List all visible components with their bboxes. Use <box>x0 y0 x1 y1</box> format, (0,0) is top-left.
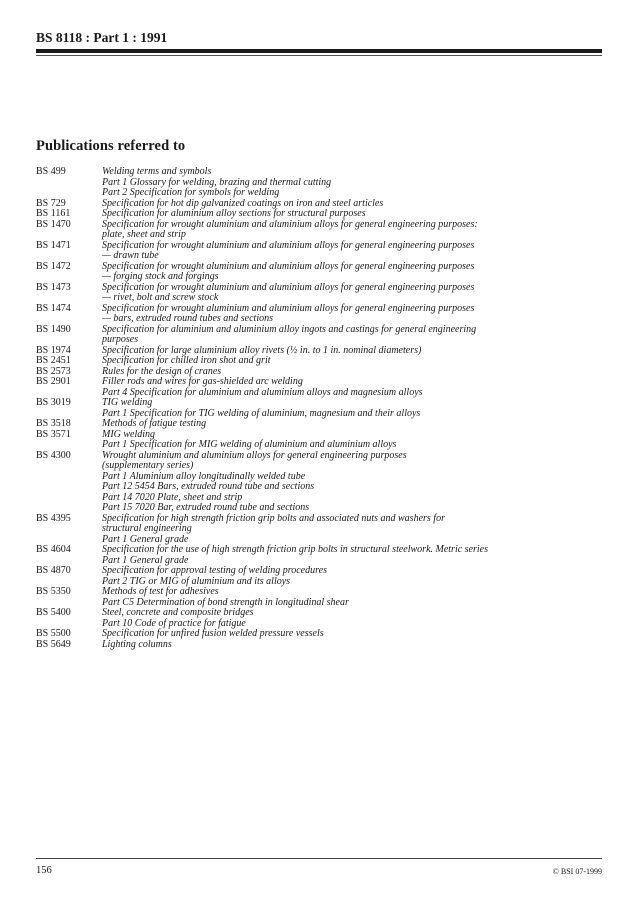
reference-title <box>102 419 602 430</box>
reference-code: BS 4395 <box>36 512 71 524</box>
reference-entry <box>36 377 602 398</box>
reference-line: Specification for large aluminium alloy rivets (½ in. to 1 in. nominal diameters) <box>102 344 422 356</box>
reference-line: Specification for hot dip galvanized coatings on iron and steel articles <box>102 197 384 209</box>
reference-line: MIG welding <box>102 428 156 440</box>
reference-entry <box>36 209 602 220</box>
reference-code: BS 1974 <box>36 344 71 356</box>
reference-line: Specification for wrought aluminium and aluminium alloys for general engineering purposes <box>102 260 475 272</box>
reference-title <box>102 167 602 199</box>
reference-code: BS 1472 <box>36 260 71 272</box>
reference-line: Part 1 Glossary for welding, brazing and thermal cutting <box>102 176 332 188</box>
reference-entry <box>36 587 602 608</box>
reference-code: BS 1471 <box>36 239 71 251</box>
reference-line: — drawn tube <box>102 250 159 261</box>
reference-title <box>102 398 602 419</box>
reference-entry <box>36 220 602 241</box>
reference-title <box>102 220 602 241</box>
reference-entry <box>36 325 602 346</box>
reference-line: — bars, extruded round tubes and sections <box>102 313 274 324</box>
reference-line: Filler rods and wires for gas-shielded arc welding <box>102 376 303 387</box>
reference-title <box>102 545 602 566</box>
reference-title <box>102 608 602 629</box>
reference-entry <box>36 430 602 451</box>
reference-line: Specification for aluminium and aluminium alloy ingots and castings for general engineering <box>102 323 477 335</box>
reference-line: Part 14 7020 Plate, sheet and strip <box>102 491 243 503</box>
reference-line: Specification for the use of high strength friction grip bolts in structural steelwork. Metric series <box>102 544 488 555</box>
header-rule-thin <box>36 55 602 56</box>
reference-line: Specification for wrought aluminium and aluminium alloys for general engineering purposes <box>102 281 475 293</box>
reference-line: Part 10 Code of practice for fatigue <box>102 617 246 629</box>
reference-entry <box>36 241 602 262</box>
reference-entry <box>36 545 602 566</box>
reference-line: Part 1 Specification for MIG welding of aluminium and aluminium alloys <box>102 439 397 450</box>
footer-rule <box>36 858 602 859</box>
reference-code: BS 1473 <box>36 281 71 293</box>
reference-line: Methods of fatigue testing <box>102 418 207 429</box>
reference-code: BS 4300 <box>36 449 71 461</box>
reference-entry <box>36 283 602 304</box>
reference-line: Part 12 5454 Bars, extruded round tube and sections <box>102 481 315 492</box>
reference-code: BS 1474 <box>36 302 71 314</box>
reference-entry <box>36 640 602 651</box>
references-list <box>36 167 602 650</box>
reference-line: Specification for wrought aluminium and aluminium alloys for general engineering purposes: <box>102 218 478 230</box>
reference-line: Part 1 General grade <box>102 554 189 566</box>
reference-line: Part 1 Aluminium alloy longitudinally welded tube <box>102 470 306 482</box>
reference-line: Part 2 Specification for symbols for welding <box>102 187 280 198</box>
reference-entry <box>36 356 602 367</box>
reference-title <box>102 514 602 546</box>
reference-code: BS 2573 <box>36 365 71 377</box>
reference-line: Lighting columns <box>102 638 172 650</box>
reference-line: Part 2 TIG or MIG of aluminium and its alloys <box>102 575 291 587</box>
reference-line: structural engineering <box>102 523 192 534</box>
reference-code: BS 3571 <box>36 428 71 440</box>
reference-title <box>102 377 602 398</box>
reference-line: Specification for approval testing of welding procedures <box>102 565 327 576</box>
reference-line: Part C5 Determination of bond strength in longitudinal shear <box>102 596 349 608</box>
reference-entry <box>36 451 602 514</box>
reference-code: BS 1490 <box>36 323 71 335</box>
reference-line: Wrought aluminium and aluminium alloys for general engineering purposes <box>102 449 407 461</box>
reference-code: BS 1470 <box>36 218 71 230</box>
reference-title <box>102 451 602 514</box>
section-title: Publications referred to <box>36 138 186 154</box>
reference-line: Specification for unfired fusion welded pressure vessels <box>102 628 324 639</box>
reference-line: Specification for high strength friction grip bolts and associated nuts and washers for <box>102 512 445 524</box>
reference-entry <box>36 262 602 283</box>
reference-code: BS 3019 <box>36 397 71 408</box>
reference-line: Part 15 7020 Bar, extruded round tube and sections <box>102 502 310 513</box>
reference-entry <box>36 629 602 640</box>
reference-line: plate, sheet and strip <box>102 229 186 240</box>
reference-title <box>102 629 602 640</box>
reference-title <box>102 566 602 587</box>
reference-line: Specification for chilled iron shot and grit <box>102 355 271 366</box>
reference-entry <box>36 566 602 587</box>
reference-code: BS 2451 <box>36 355 71 366</box>
document-header-title: BS 8118 : Part 1 : 1991 <box>36 30 168 45</box>
reference-title <box>102 304 602 325</box>
reference-code: BS 3518 <box>36 418 71 429</box>
reference-code: BS 499 <box>36 166 66 177</box>
reference-line: Part 4 Specification for aluminium and aluminium alloys and magnesium alloys <box>102 386 423 398</box>
reference-line: TIG welding <box>102 397 153 408</box>
reference-title <box>102 356 602 367</box>
reference-title <box>102 640 602 651</box>
reference-line: Welding terms and symbols <box>102 166 212 177</box>
reference-code: BS 5400 <box>36 607 71 618</box>
reference-code: BS 5350 <box>36 586 71 597</box>
reference-title <box>102 430 602 451</box>
reference-title <box>102 283 602 304</box>
reference-title <box>102 241 602 262</box>
reference-title <box>102 262 602 283</box>
reference-code: BS 4604 <box>36 544 71 555</box>
reference-line: (supplementary series) <box>102 460 194 471</box>
reference-entry <box>36 608 602 629</box>
reference-entry <box>36 398 602 419</box>
reference-line: — rivet, bolt and screw stock <box>102 292 219 303</box>
reference-line: Steel, concrete and composite bridges <box>102 607 254 618</box>
reference-code: BS 2901 <box>36 376 71 387</box>
reference-entry <box>36 167 602 199</box>
reference-line: Part 1 Specification for TIG welding of aluminium, magnesium and their alloys <box>102 407 421 419</box>
reference-line: — forging stock and forgings <box>102 271 219 282</box>
reference-entry <box>36 514 602 546</box>
reference-code: BS 4870 <box>36 565 71 576</box>
reference-line: Specification for aluminium alloy sections for structural purposes <box>102 208 366 219</box>
reference-line: Rules for the design of cranes <box>102 365 222 377</box>
reference-code: BS 729 <box>36 197 66 209</box>
reference-title <box>102 587 602 608</box>
reference-code: BS 5649 <box>36 638 71 650</box>
reference-entry <box>36 419 602 430</box>
reference-entry <box>36 304 602 325</box>
reference-title <box>102 209 602 220</box>
reference-line: Specification for wrought aluminium and aluminium alloys for general engineering purposes <box>102 239 475 251</box>
reference-line: Methods of test for adhesives <box>102 586 219 597</box>
reference-title <box>102 325 602 346</box>
reference-line: purposes <box>102 334 139 345</box>
reference-code: BS 5500 <box>36 628 71 639</box>
reference-line: Part 1 General grade <box>102 533 189 545</box>
copyright-notice: © BSI 07-1999 <box>552 867 602 876</box>
reference-line: Specification for wrought aluminium and aluminium alloys for general engineering purposes <box>102 302 475 314</box>
reference-code: BS 1161 <box>36 208 71 219</box>
header-rule-thick <box>36 49 602 53</box>
page-number: 156 <box>36 865 52 876</box>
